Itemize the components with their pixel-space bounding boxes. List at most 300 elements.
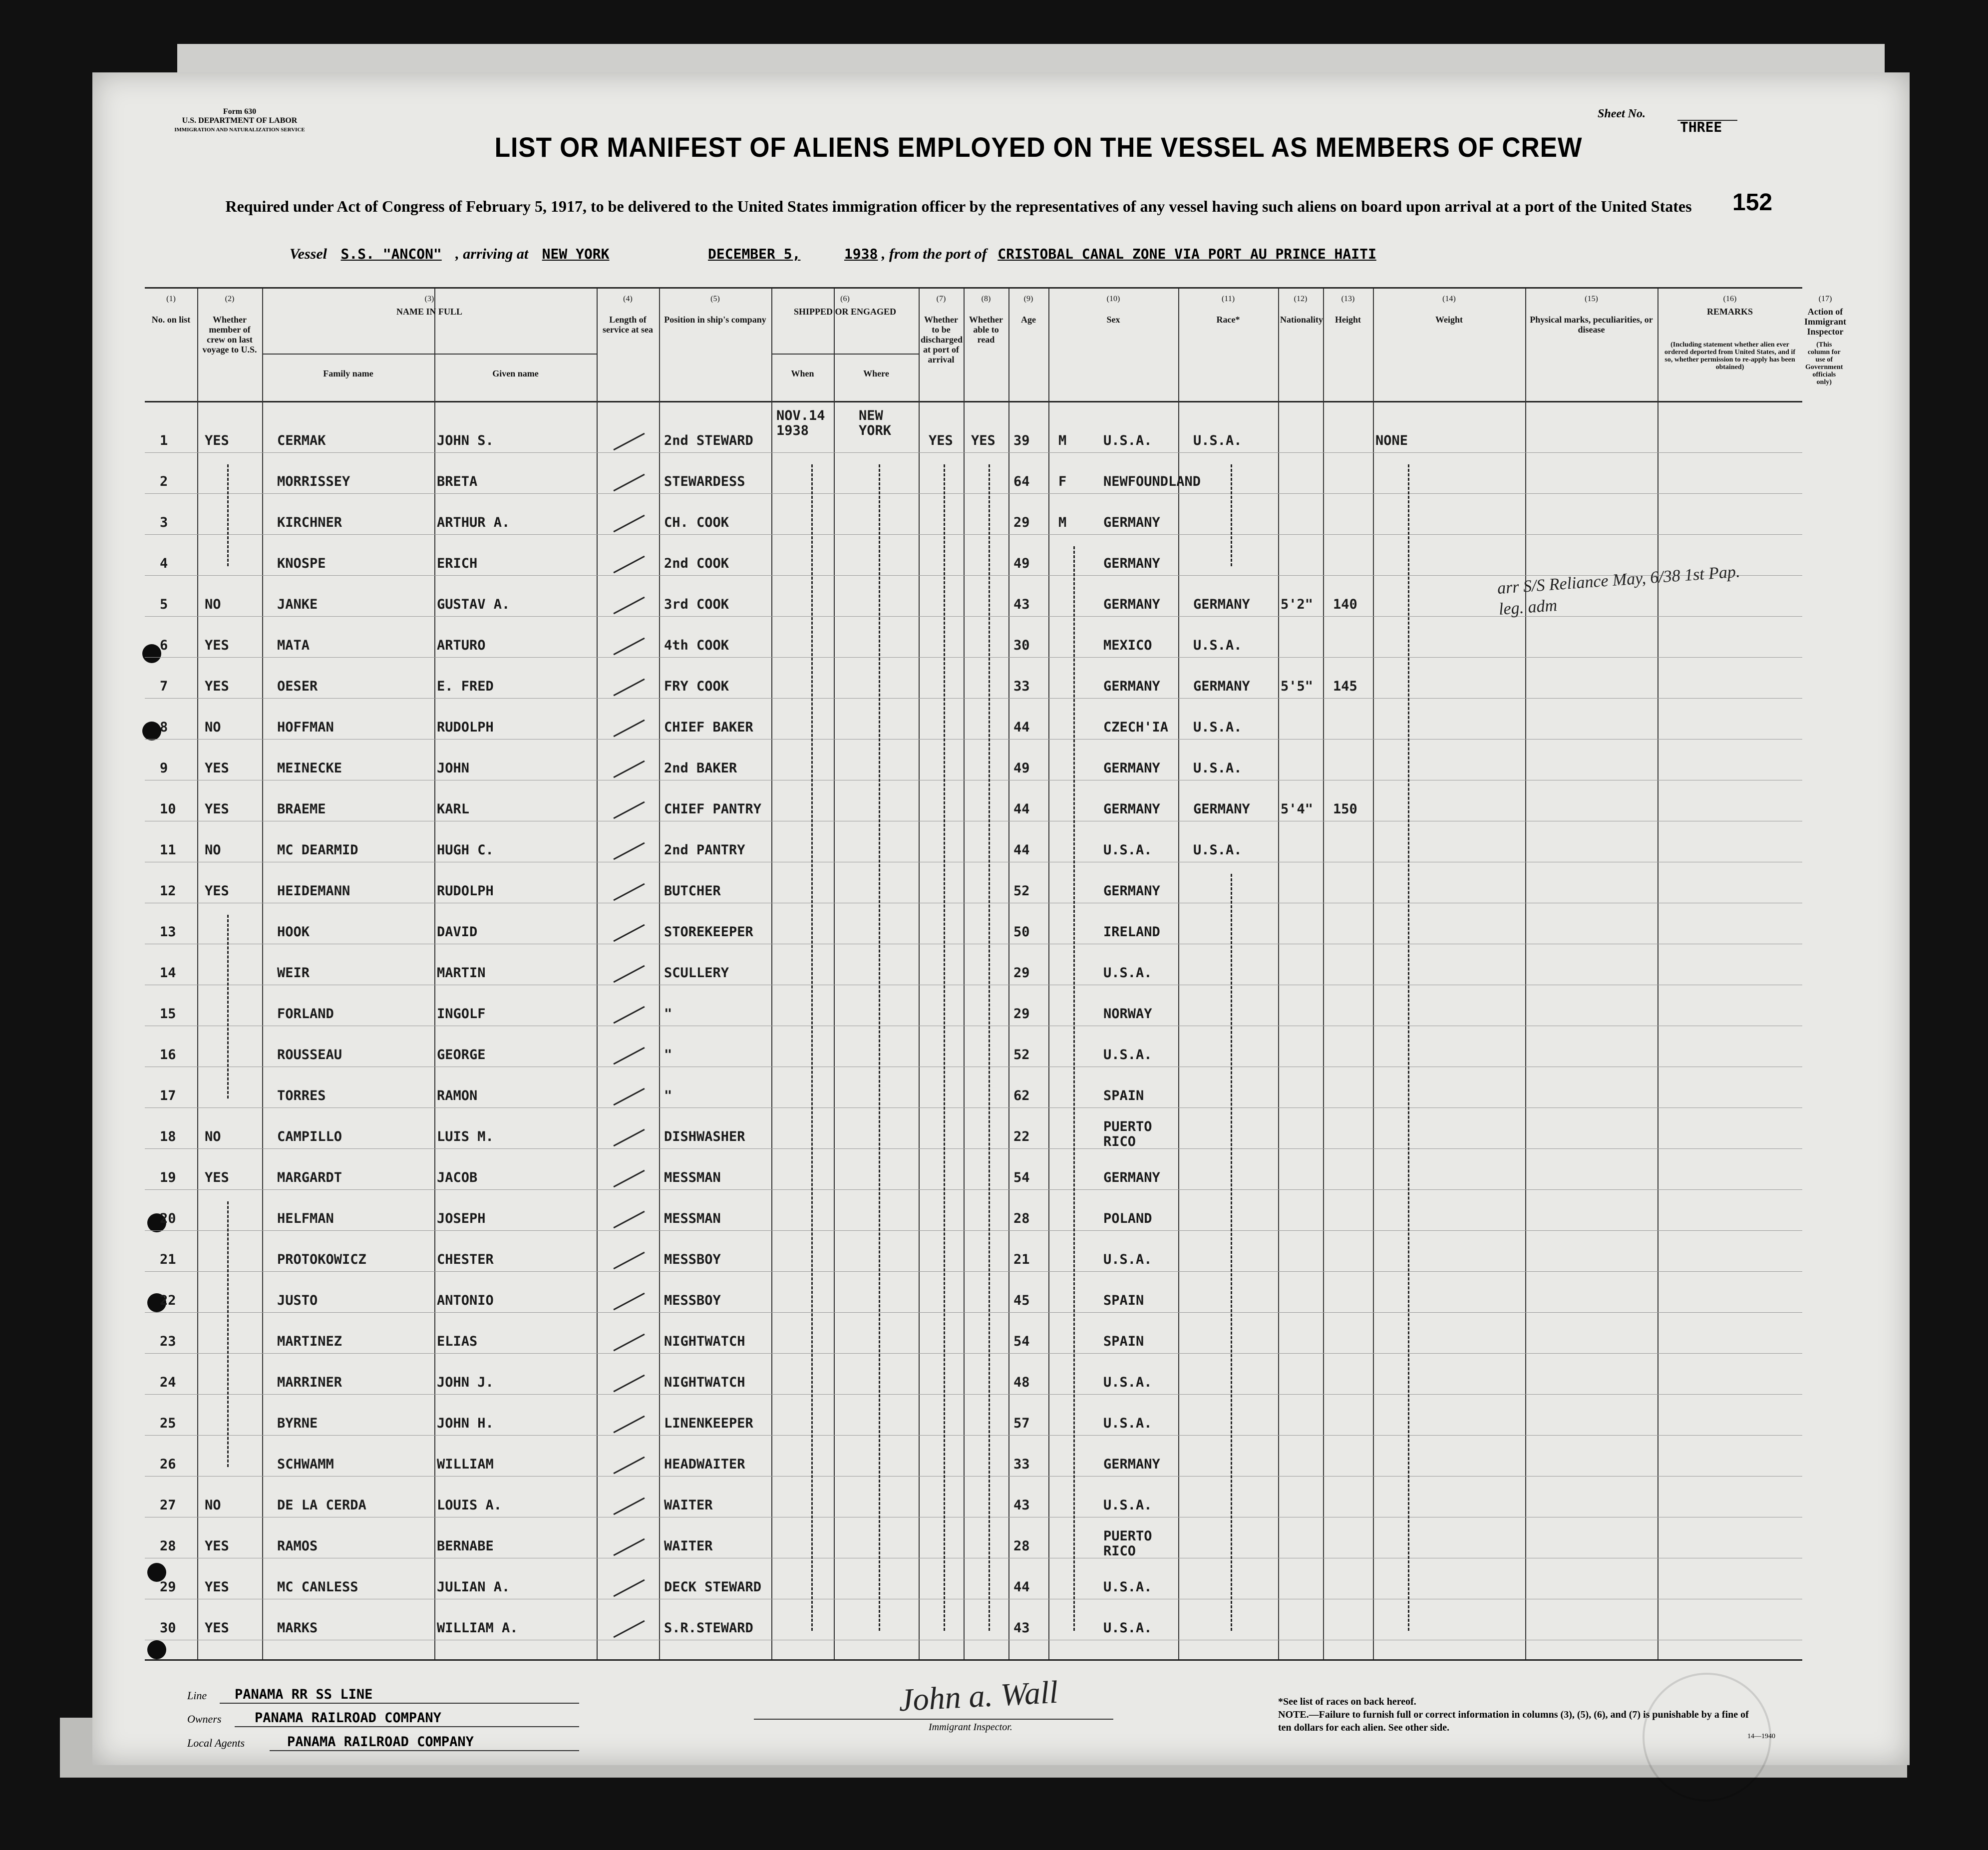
cell-no: 30: [160, 1620, 176, 1636]
column-label: Physical marks, peculiarities, or disease: [1530, 315, 1653, 335]
cell-age: 52: [1013, 1047, 1030, 1063]
cell-prev: YES: [205, 638, 229, 653]
cell-race: GERMANY: [1103, 556, 1160, 571]
column-divider: [434, 289, 435, 1659]
cell-race: PUERTO RICO: [1103, 1528, 1152, 1559]
service-length-mark: [613, 1006, 645, 1024]
column-header: [264, 295, 595, 317]
cell-given: RUDOLPH: [437, 883, 494, 899]
cell-age: 57: [1013, 1416, 1030, 1431]
column-number: (13): [1341, 295, 1355, 303]
cell-prev: YES: [205, 1579, 229, 1595]
column-number: (2): [225, 295, 235, 303]
cell-prev: NO: [205, 597, 221, 612]
cell-race: GERMANY: [1103, 597, 1160, 612]
cell-prev: YES: [205, 1538, 229, 1554]
cell-family: MARGARDT: [277, 1170, 342, 1185]
cell-no: 28: [160, 1538, 176, 1554]
column-number: (14): [1442, 295, 1456, 303]
row-rule: [145, 739, 1802, 740]
cell-given: BRETA: [437, 474, 478, 489]
column-subheader: Family name: [323, 369, 373, 378]
signature-rule: [754, 1719, 1113, 1720]
cell-prev: NO: [205, 1497, 221, 1513]
cell-given: MARTIN: [437, 965, 486, 981]
cell-given: E. FRED: [437, 679, 494, 694]
cell-given: DAVID: [437, 924, 478, 940]
service-length-mark: [613, 1211, 645, 1229]
cell-position: STOREKEEPER: [664, 924, 753, 940]
row-rule: [145, 657, 1802, 658]
service-length-mark: [613, 883, 645, 901]
cell-given: GEORGE: [437, 1047, 486, 1063]
column-header: [1180, 295, 1276, 325]
column-divider: [659, 289, 660, 1659]
form-number: Form 630: [223, 107, 257, 116]
row-rule: [145, 1148, 1802, 1149]
row-rule: [145, 1271, 1802, 1272]
cell-no: 24: [160, 1375, 176, 1390]
column-number: (7): [936, 295, 946, 303]
cell-no: 14: [160, 965, 176, 981]
cell-position: NIGHTWATCH: [664, 1334, 745, 1349]
column-subheader: When: [791, 369, 814, 378]
service-length-mark: [613, 842, 645, 860]
cell-family: BYRNE: [277, 1416, 318, 1431]
cell-family: OESER: [277, 679, 318, 694]
agents-rule: [270, 1750, 579, 1751]
column-divider: [1278, 289, 1279, 1659]
column-note: (This column for use of Government officials only): [1805, 341, 1843, 386]
cell-given: INGOLF: [437, 1006, 486, 1022]
line-value: PANAMA RR SS LINE: [235, 1687, 373, 1702]
column-label: SHIPPED OR ENGAGED: [793, 307, 897, 317]
cell-given: GUSTAV A.: [437, 597, 510, 612]
arrival-port: NEW YORK: [542, 246, 610, 262]
cell-given: WILLIAM A.: [437, 1620, 518, 1636]
handwritten-remark: arr S/S Reliance May, 6/38 1st Pap. leg. adm: [1496, 562, 1741, 619]
cell-position: CHIEF PANTRY: [664, 801, 762, 817]
cell-race: U.S.A.: [1103, 965, 1152, 981]
column-subheader: Where: [863, 369, 889, 378]
cell-race: U.S.A.: [1103, 1416, 1152, 1431]
column-header: [1375, 295, 1523, 325]
cell-no: 2: [160, 474, 168, 489]
cell-position: S.R.STEWARD: [664, 1620, 753, 1636]
inspector-label: Immigrant Inspector.: [929, 1722, 1012, 1733]
cell-given: HUGH C.: [437, 842, 494, 858]
cell-family: MC CANLESS: [277, 1579, 358, 1595]
service-length-mark: [613, 1497, 645, 1515]
cell-given: JOSEPH: [437, 1211, 486, 1226]
column-divider: [964, 289, 965, 1659]
cell-age: 39: [1013, 433, 1030, 448]
cell-race: GERMANY: [1103, 515, 1160, 530]
cell-age: 33: [1013, 679, 1030, 694]
column-header: [1659, 295, 1800, 317]
row-rule: [145, 698, 1802, 699]
cell-age: 28: [1013, 1538, 1030, 1554]
column-divider: [1008, 289, 1009, 1659]
cell-given: JACOB: [437, 1170, 478, 1185]
cell-given: JULIAN A.: [437, 1579, 510, 1595]
column-header: [599, 295, 657, 335]
page-title: LIST OR MANIFEST OF ALIENS EMPLOYED ON THE VESSEL AS MEMBERS OF CREW: [494, 131, 1583, 163]
cell-family: MEINECKE: [277, 760, 342, 776]
row-rule: [145, 1353, 1802, 1354]
cell-no: 20: [160, 1211, 176, 1226]
cell-position: 2nd BAKER: [664, 760, 737, 776]
origin-port: CRISTOBAL CANAL ZONE VIA PORT AU PRINCE HAITI: [997, 246, 1376, 262]
cell-no: 19: [160, 1170, 176, 1185]
cell-family: TORRES: [277, 1088, 326, 1104]
cell-position: WAITER: [664, 1538, 713, 1554]
column-header: [199, 295, 260, 355]
cell-race: GERMANY: [1103, 883, 1160, 899]
cell-given: BERNABE: [437, 1538, 494, 1554]
cell-race: SPAIN: [1103, 1088, 1144, 1104]
cell-given: RAMON: [437, 1088, 478, 1104]
service-length-mark: [613, 556, 645, 574]
cell-position: BUTCHER: [664, 883, 721, 899]
column-number: (16): [1723, 295, 1737, 303]
cell-no: 7: [160, 679, 168, 694]
cell-no: 10: [160, 801, 176, 817]
cell-position: 3rd COOK: [664, 597, 729, 612]
cell-race: GERMANY: [1103, 1457, 1160, 1472]
cell-no: 9: [160, 760, 168, 776]
cell-prev: YES: [205, 1170, 229, 1185]
service-length-mark: [613, 515, 645, 533]
cell-given: RUDOLPH: [437, 720, 494, 735]
cell-prev: YES: [205, 1620, 229, 1636]
cell-position: 2nd COOK: [664, 556, 729, 571]
column-divider: [262, 289, 263, 1659]
cell-prev: YES: [205, 679, 229, 694]
cell-position: SCULLERY: [664, 965, 729, 981]
column-number: (6): [840, 295, 850, 303]
cell-race: NEWFOUNDLAND: [1103, 474, 1201, 489]
cell-no: 8: [160, 720, 168, 735]
cell-race: U.S.A.: [1103, 1252, 1152, 1267]
cell-nationality: GERMANY: [1193, 597, 1250, 612]
cell-race: U.S.A.: [1103, 1047, 1152, 1063]
cell-family: MARKS: [277, 1620, 318, 1636]
cell-no: 25: [160, 1416, 176, 1431]
owners-rule: [235, 1726, 579, 1727]
print-code: 14—1940: [1747, 1733, 1775, 1740]
cell-position: FRY COOK: [664, 679, 729, 694]
cell-position: 2nd PANTRY: [664, 842, 745, 858]
column-label: Action of Immigrant Inspector: [1804, 307, 1846, 337]
cell-age: 62: [1013, 1088, 1030, 1104]
service-length-mark: [613, 1088, 645, 1106]
cell-family: CERMAK: [277, 433, 326, 448]
cell-family: BRAEME: [277, 801, 326, 817]
cell-age: 21: [1013, 1252, 1030, 1267]
cell-race: U.S.A.: [1103, 842, 1152, 858]
cell-position: MESSBOY: [664, 1293, 721, 1308]
column-label: Sex: [1106, 315, 1120, 325]
cell-no: 15: [160, 1006, 176, 1022]
service-length-mark: [613, 1620, 645, 1638]
ditto-mark: [1408, 464, 1409, 1631]
cell-sex: M: [1058, 433, 1067, 448]
row-rule: [145, 534, 1802, 535]
cell-family: MC DEARMID: [277, 842, 358, 858]
cell-where: NEW YORK: [859, 408, 892, 438]
cell-no: 1: [160, 433, 168, 448]
cell-prev: YES: [205, 801, 229, 817]
cell-race: U.S.A.: [1103, 433, 1152, 448]
service-length-mark: [613, 965, 645, 983]
cell-height: 5'2": [1281, 597, 1314, 612]
column-note: (Including statement whether alien ever ordered deported from United States, and if so, whether permission to re-apply has been obtained): [1664, 341, 1795, 371]
cell-family: MARTINEZ: [277, 1334, 342, 1349]
cell-no: 13: [160, 924, 176, 940]
cell-given: WILLIAM: [437, 1457, 494, 1472]
cell-no: 26: [160, 1457, 176, 1472]
column-label: Age: [1021, 315, 1036, 325]
cell-no: 5: [160, 597, 168, 612]
column-number: (9): [1023, 295, 1033, 303]
cell-discharged: YES: [929, 433, 953, 448]
ditto-mark: [989, 464, 990, 1631]
cell-race: U.S.A.: [1103, 1579, 1152, 1595]
cell-weight: 150: [1333, 801, 1357, 817]
cell-position: NIGHTWATCH: [664, 1375, 745, 1390]
cell-no: 6: [160, 638, 168, 653]
vessel-label: Vessel: [290, 246, 327, 262]
service-length-mark: [613, 1293, 645, 1311]
cell-no: 29: [160, 1579, 176, 1595]
cell-age: 33: [1013, 1457, 1030, 1472]
cell-family: ROUSSEAU: [277, 1047, 342, 1063]
column-number: (10): [1106, 295, 1120, 303]
cell-given: JOHN J.: [437, 1375, 494, 1390]
cell-age: 43: [1013, 597, 1030, 612]
ditto-mark: [227, 1201, 229, 1467]
cell-position: HEADWAITER: [664, 1457, 745, 1472]
cell-race: NORWAY: [1103, 1006, 1152, 1022]
voyage-line: [290, 246, 1376, 263]
row-rule: [145, 1230, 1802, 1231]
ditto-mark: [944, 464, 945, 1631]
service-length-mark: [613, 474, 645, 492]
cell-age: 54: [1013, 1334, 1030, 1349]
cell-family: HOFFMAN: [277, 720, 334, 735]
row-rule: [145, 1189, 1802, 1190]
column-label: Whether member of crew on last voyage to U.S.: [202, 315, 257, 355]
from-label: , from the port of: [881, 246, 987, 262]
cell-no: 11: [160, 842, 176, 858]
cell-race: GERMANY: [1103, 760, 1160, 776]
cell-prev: YES: [205, 433, 229, 448]
cell-family: HEIDEMANN: [277, 883, 350, 899]
column-divider: [197, 289, 198, 1659]
cell-family: MORRISSEY: [277, 474, 350, 489]
cell-no: 17: [160, 1088, 176, 1104]
column-number: (17): [1818, 295, 1832, 303]
cell-family: WEIR: [277, 965, 310, 981]
cell-position: 4th COOK: [664, 638, 729, 653]
column-divider: [1323, 289, 1324, 1659]
cell-position: STEWARDESS: [664, 474, 745, 489]
cell-age: 29: [1013, 965, 1030, 981]
ditto-mark: [1231, 464, 1232, 566]
ditto-mark: [811, 464, 813, 1631]
column-header: [147, 295, 195, 325]
cell-age: 43: [1013, 1620, 1030, 1636]
column-label: No. on list: [151, 315, 191, 325]
cell-nationality: U.S.A.: [1193, 760, 1242, 776]
cell-race: U.S.A.: [1103, 1497, 1152, 1513]
cell-age: 43: [1013, 1497, 1030, 1513]
cell-position: CH. COOK: [664, 515, 729, 530]
cell-no: 18: [160, 1129, 176, 1144]
cell-given: CHESTER: [437, 1252, 494, 1267]
ditto-mark: [879, 464, 880, 1631]
row-rule: [145, 1394, 1802, 1395]
penalty-note: NOTE.—Failure to furnish full or correct information in columns (3), (5), (6), and (7) is punishable by a fine of ten dollars for each alien. See other side.: [1278, 1709, 1749, 1733]
agents-label: Local Agents: [187, 1737, 245, 1749]
subheader-rule: [771, 354, 919, 355]
cell-family: JANKE: [277, 597, 318, 612]
arriving-label: , arriving at: [455, 246, 529, 262]
cell-no: 21: [160, 1252, 176, 1267]
cell-given: ERICH: [437, 556, 478, 571]
cell-given: LOUIS A.: [437, 1497, 502, 1513]
cell-age: 30: [1013, 638, 1030, 653]
column-header: [1050, 295, 1176, 325]
cell-position: MESSMAN: [664, 1170, 721, 1185]
cell-prev: YES: [205, 760, 229, 776]
cell-race: MEXICO: [1103, 638, 1152, 653]
column-label: Whether able to read: [969, 315, 1003, 345]
cell-family: FORLAND: [277, 1006, 334, 1022]
cell-position: DECK STEWARD: [664, 1579, 762, 1595]
cell-race: IRELAND: [1103, 924, 1160, 940]
cell-marks: NONE: [1375, 433, 1408, 448]
ditto-mark: [1231, 874, 1232, 1631]
cell-family: MARRINER: [277, 1375, 342, 1390]
column-divider: [834, 289, 835, 1659]
arrival-date: DECEMBER 5,: [708, 246, 801, 262]
service-length-mark: [613, 1334, 645, 1352]
cell-sex: M: [1058, 515, 1067, 530]
cell-given: ARTHUR A.: [437, 515, 510, 530]
column-header: [1527, 295, 1656, 335]
column-label: Whether to be discharged at port of arrival: [921, 315, 963, 365]
column-label: Weight: [1435, 315, 1463, 325]
cell-age: 45: [1013, 1293, 1030, 1308]
races-note: *See list of races on back hereof.: [1278, 1696, 1416, 1707]
cell-position: MESSMAN: [664, 1211, 721, 1226]
column-header: [1010, 295, 1046, 325]
cell-given: JOHN H.: [437, 1416, 494, 1431]
column-subheader: Given name: [492, 369, 539, 378]
cell-position: CHIEF BAKER: [664, 720, 753, 735]
cell-position: DISHWASHER: [664, 1129, 745, 1144]
row-rule: [145, 1435, 1802, 1436]
cell-family: MATA: [277, 638, 310, 653]
cell-no: 16: [160, 1047, 176, 1063]
cell-position: ": [664, 1006, 672, 1022]
row-rule: [145, 1476, 1802, 1477]
cell-race: SPAIN: [1103, 1293, 1144, 1308]
cell-age: 44: [1013, 842, 1030, 858]
column-number: (15): [1585, 295, 1598, 303]
cell-position: ": [664, 1088, 672, 1104]
column-label: Race*: [1216, 315, 1240, 325]
column-divider: [1525, 289, 1526, 1659]
column-header: [773, 295, 917, 317]
cell-family: RAMOS: [277, 1538, 318, 1554]
column-header: [921, 295, 962, 365]
cell-position: 2nd STEWARD: [664, 433, 753, 448]
service-length-mark: [613, 760, 645, 778]
cell-race: GERMANY: [1103, 1170, 1160, 1185]
cell-family: KNOSPE: [277, 556, 326, 571]
cell-given: ELIAS: [437, 1334, 478, 1349]
column-divider: [1048, 289, 1049, 1659]
cell-position: WAITER: [664, 1497, 713, 1513]
cell-nationality: U.S.A.: [1193, 433, 1242, 448]
cell-read: YES: [971, 433, 995, 448]
service-length-mark: [613, 433, 645, 451]
cell-position: ": [664, 1047, 672, 1063]
cell-sex: F: [1058, 474, 1067, 489]
ditto-mark: [227, 464, 229, 566]
sheet-no-label: Sheet No.: [1598, 107, 1646, 120]
column-label: REMARKS: [1706, 307, 1753, 317]
column-number: (3): [424, 295, 434, 303]
cell-family: JUSTO: [277, 1293, 318, 1308]
column-header: [661, 295, 769, 325]
service-length-mark: [613, 924, 645, 942]
cell-race: GERMANY: [1103, 801, 1160, 817]
service-length-mark: [613, 1416, 645, 1434]
form-identifier: [160, 107, 320, 134]
line-rule: [220, 1703, 579, 1704]
column-number: (5): [710, 295, 720, 303]
service-length-mark: [613, 1538, 645, 1556]
column-label: Height: [1335, 315, 1361, 325]
service-length-mark: [613, 1170, 645, 1188]
cell-position: LINENKEEPER: [664, 1416, 753, 1431]
service-length-mark: [613, 1375, 645, 1393]
column-number: (12): [1294, 295, 1308, 303]
cell-nationality: U.S.A.: [1193, 720, 1242, 735]
cell-weight: 145: [1333, 679, 1357, 694]
cell-race: SPAIN: [1103, 1334, 1144, 1349]
service-length-mark: [613, 1579, 645, 1597]
column-number: (1): [166, 295, 176, 303]
service: IMMIGRATION AND NATURALIZATION SERVICE: [174, 127, 305, 133]
cell-given: LUIS M.: [437, 1129, 494, 1144]
column-header: [1280, 295, 1324, 325]
cell-no: 27: [160, 1497, 176, 1513]
cell-nationality: GERMANY: [1193, 679, 1250, 694]
owners-value: PANAMA RAILROAD COMPANY: [255, 1710, 441, 1726]
cell-family: KIRCHNER: [277, 515, 342, 530]
cell-prev: NO: [205, 720, 221, 735]
ditto-mark: [1073, 546, 1075, 1631]
header-separator: [145, 401, 1802, 402]
cell-given: ANTONIO: [437, 1293, 494, 1308]
cell-age: 54: [1013, 1170, 1030, 1185]
column-divider: [919, 289, 920, 1659]
